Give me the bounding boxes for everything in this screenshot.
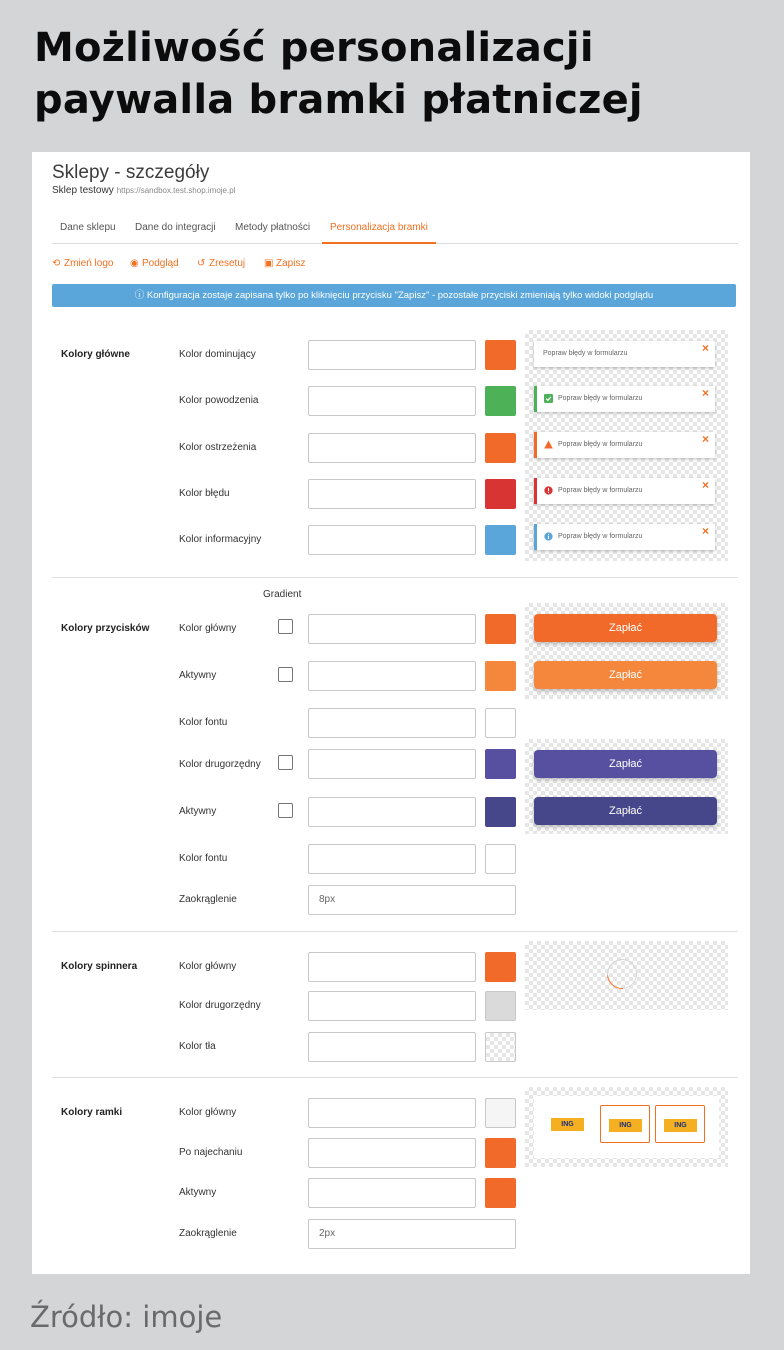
pay-button-preview-primary-active[interactable]: Zapłać <box>534 661 717 689</box>
color-input-error[interactable] <box>308 479 476 509</box>
alert-text: Popraw błędy w formularzu <box>558 533 643 540</box>
color-swatch-spinner-background[interactable] <box>485 1032 516 1062</box>
gradient-checkbox-secondary[interactable] <box>278 755 293 770</box>
alert-preview-warning <box>534 432 715 458</box>
row-label-error: Kolor błędu <box>179 488 230 499</box>
row-label-button-font-secondary: Kolor fontu <box>179 853 228 864</box>
close-icon[interactable]: × <box>701 478 709 492</box>
row-label-frame-active: Aktywny <box>179 1187 217 1198</box>
radius-input-buttons[interactable]: 8px <box>308 885 516 915</box>
color-input-button-font-primary[interactable] <box>308 708 476 738</box>
color-input-frame-active[interactable] <box>308 1178 476 1208</box>
save-button[interactable] <box>264 258 305 269</box>
tab-integration-data[interactable]: Dane do integracji <box>135 222 216 233</box>
gradient-column-label: Gradient <box>263 589 302 600</box>
color-input-spinner-background[interactable] <box>308 1032 476 1062</box>
color-swatch-button-primary[interactable] <box>485 614 516 644</box>
spinner-icon <box>601 953 643 995</box>
color-swatch-button-primary-active[interactable] <box>485 661 516 691</box>
reset-label: Zresetuj <box>209 258 246 269</box>
bank-tile-active[interactable] <box>655 1105 705 1143</box>
section-divider <box>52 577 738 578</box>
color-input-button-primary-active[interactable] <box>308 661 476 691</box>
color-swatch-frame-primary[interactable] <box>485 1098 516 1128</box>
check-icon <box>544 394 553 403</box>
alert-accent-bar <box>534 524 537 550</box>
pay-button-preview-secondary[interactable]: Zapłać <box>534 750 717 778</box>
alert-preview-error <box>534 478 715 504</box>
row-label-warning: Kolor ostrzeżenia <box>179 442 257 453</box>
row-label-spinner-secondary: Kolor drugorzędny <box>179 1000 261 1011</box>
color-swatch-spinner-primary[interactable] <box>485 952 516 982</box>
preview-button[interactable] <box>130 258 179 269</box>
error-icon <box>544 486 553 495</box>
close-icon[interactable]: × <box>701 524 709 538</box>
color-input-info[interactable] <box>308 525 476 555</box>
color-swatch-button-secondary[interactable] <box>485 749 516 779</box>
section-spinner-colors: Kolory spinnera <box>61 961 138 972</box>
shop-url: https://sandbox.test.shop.imoje.pl <box>116 186 236 195</box>
color-swatch-warning[interactable] <box>485 433 516 463</box>
source-caption: Źródło: imoje <box>30 1300 223 1334</box>
refresh-logo-icon: ⟲ <box>52 258 61 269</box>
undo-icon: ↺ <box>197 258 206 269</box>
row-label-spinner-primary: Kolor główny <box>179 961 237 972</box>
color-swatch-button-secondary-active[interactable] <box>485 797 516 827</box>
gradient-checkbox-secondary-active[interactable] <box>278 803 293 818</box>
row-label-button-radius: Zaokrąglenie <box>179 894 237 905</box>
page-title: Sklepy - szczegóły <box>52 162 210 183</box>
color-swatch-button-font-secondary[interactable] <box>485 844 516 874</box>
color-swatch-frame-active[interactable] <box>485 1178 516 1208</box>
change-logo-label: Zmień logo <box>64 258 114 269</box>
headline <box>34 22 774 126</box>
section-divider <box>52 931 738 932</box>
color-input-warning[interactable] <box>308 433 476 463</box>
info-banner: ⓘ Konfiguracja zostaje zapisana tylko po kliknięciu przycisku "Zapisz" - pozostałe przyciski zmieniają tylko widoki podglądu <box>52 284 736 307</box>
section-divider <box>52 1077 738 1078</box>
floppy-icon: ▣ <box>264 258 274 269</box>
row-label-button-secondary: Kolor drugorzędny <box>179 759 261 770</box>
bank-tile-default[interactable] <box>543 1105 593 1143</box>
row-label-success: Kolor powodzenia <box>179 395 259 406</box>
color-swatch-dominant[interactable] <box>485 340 516 370</box>
gradient-checkbox-primary[interactable] <box>278 619 293 634</box>
color-input-spinner-secondary[interactable] <box>308 991 476 1021</box>
row-label-dominant: Kolor dominujący <box>179 349 256 360</box>
alert-preview-dominant <box>534 341 715 367</box>
secondary-buttons-preview <box>525 739 728 834</box>
reset-button[interactable] <box>197 258 245 269</box>
section-main-colors: Kolory główne <box>61 349 130 360</box>
color-input-dominant[interactable] <box>308 340 476 370</box>
row-label-button-font-primary: Kolor fontu <box>179 717 228 728</box>
row-label-frame-radius: Zaokrąglenie <box>179 1228 237 1239</box>
alert-accent-bar <box>534 386 537 412</box>
page-subtitle <box>52 185 235 196</box>
color-input-frame-hover[interactable] <box>308 1138 476 1168</box>
row-label-spinner-background: Kolor tła <box>179 1041 216 1052</box>
preview-label: Podgląd <box>142 258 179 269</box>
row-label-frame-primary: Kolor główny <box>179 1107 237 1118</box>
row-label-button-primary-active: Aktywny <box>179 670 217 681</box>
radius-input-frame[interactable]: 2px <box>308 1219 516 1249</box>
alert-accent-bar <box>534 478 537 504</box>
row-label-frame-hover: Po najechaniu <box>179 1147 243 1158</box>
row-label-button-secondary-active: Aktywny <box>179 806 217 817</box>
save-label: Zapisz <box>276 258 306 269</box>
tab-shop-data[interactable]: Dane sklepu <box>60 222 116 233</box>
primary-buttons-preview <box>525 603 728 699</box>
tab-bar <box>52 222 738 244</box>
alert-text: Popraw błędy w formularzu <box>543 350 628 357</box>
alert-text: Popraw błędy w formularzu <box>558 395 643 402</box>
alert-preview-info <box>534 524 715 550</box>
pay-button-preview-primary[interactable]: Zapłać <box>534 614 717 642</box>
warning-icon <box>544 440 553 449</box>
shop-name: Sklep testowy <box>52 185 114 196</box>
section-frame-colors: Kolory ramki <box>61 1107 123 1118</box>
color-swatch-error[interactable] <box>485 479 516 509</box>
info-icon <box>544 532 553 541</box>
alerts-preview <box>525 330 728 561</box>
color-input-button-secondary-active[interactable] <box>308 797 476 827</box>
bank-tiles-container <box>534 1096 719 1158</box>
close-icon[interactable]: × <box>701 432 709 446</box>
color-swatch-frame-hover[interactable] <box>485 1138 516 1168</box>
headline-line-2: paywalla bramki płatniczej <box>34 77 643 123</box>
color-swatch-info[interactable] <box>485 525 516 555</box>
spinner-preview <box>525 941 728 1010</box>
color-swatch-success[interactable] <box>485 386 516 416</box>
section-button-colors: Kolory przycisków <box>61 623 150 634</box>
eye-icon: ◉ <box>130 258 139 269</box>
color-input-button-font-secondary[interactable] <box>308 844 476 874</box>
bank-tile-hover[interactable] <box>600 1105 650 1143</box>
alert-text: Popraw błędy w formularzu <box>558 487 643 494</box>
pay-button-preview-secondary-active[interactable]: Zapłać <box>534 797 717 825</box>
color-input-button-primary[interactable] <box>308 614 476 644</box>
color-input-button-secondary[interactable] <box>308 749 476 779</box>
bank-logo: ING <box>609 1119 642 1132</box>
change-logo-button[interactable] <box>52 258 113 269</box>
row-label-info: Kolor informacyjny <box>179 534 262 545</box>
tab-payment-methods[interactable]: Metody płatności <box>235 222 311 233</box>
settings-panel <box>32 152 750 1274</box>
bank-frames-preview <box>525 1087 728 1167</box>
alert-accent-bar <box>534 432 537 458</box>
close-icon[interactable]: × <box>701 386 709 400</box>
color-input-frame-primary[interactable] <box>308 1098 476 1128</box>
color-input-spinner-primary[interactable] <box>308 952 476 982</box>
headline-line-1: Możliwość personalizacji <box>34 25 594 71</box>
tab-gateway-personalization[interactable]: Personalizacja bramki <box>322 222 436 244</box>
alert-preview-success <box>534 386 715 412</box>
close-icon[interactable]: × <box>701 341 709 355</box>
color-swatch-spinner-secondary[interactable] <box>485 991 516 1021</box>
row-label-button-primary: Kolor główny <box>179 623 237 634</box>
bank-logo: ING <box>664 1119 697 1132</box>
color-swatch-button-font-primary[interactable] <box>485 708 516 738</box>
bank-logo: ING <box>551 1118 584 1131</box>
color-input-success[interactable] <box>308 386 476 416</box>
gradient-checkbox-primary-active[interactable] <box>278 667 293 682</box>
alert-text: Popraw błędy w formularzu <box>558 441 643 448</box>
